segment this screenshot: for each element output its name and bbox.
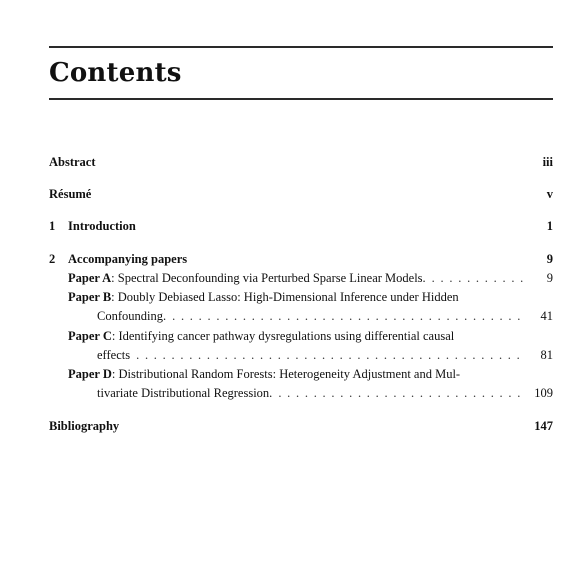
leader-dots [172, 307, 525, 326]
toc-entry-page: iii [542, 155, 553, 169]
paper-ref: Paper C [68, 329, 112, 343]
toc-entry-accompanying-papers[interactable] [49, 250, 553, 269]
paper-title: : Distributional Random Forests: Heterogeneity Adjustment and Mul- [111, 367, 461, 381]
bottom-rule [49, 98, 553, 100]
paper-ref: Paper D [68, 367, 112, 381]
toc-entry-page: 147 [534, 419, 553, 433]
toc-entry-label: Bibliography [49, 419, 120, 433]
toc-entry-number: 2 [49, 252, 56, 266]
toc-entry-label: Introduction [68, 219, 136, 233]
toc-entry-abstract[interactable] [49, 153, 553, 172]
toc-entry-label: Accompanying papers [68, 252, 188, 266]
toc-entry-page: 41 [540, 309, 553, 323]
toc-subentry-paper-c[interactable] [68, 327, 553, 365]
toc-entry-number: 1 [49, 219, 56, 233]
toc-entry-page: 109 [534, 386, 553, 400]
leader-dots [278, 384, 525, 403]
paper-title-continued: effects [97, 348, 131, 362]
toc-entry-page: 9 [546, 252, 553, 266]
toc-entry-page: 81 [540, 348, 553, 362]
toc-entry-label: Abstract [49, 155, 96, 169]
toc-entry-introduction[interactable] [49, 217, 553, 236]
toc-entry-page: 9 [546, 271, 553, 285]
paper-title-continued: Confounding. [97, 309, 167, 323]
toc-subentry-paper-b[interactable] [68, 288, 553, 326]
leader-dots [432, 269, 525, 288]
toc-entry-resume[interactable] [49, 185, 553, 204]
paper-title: : Identifying cancer pathway dysregulations using differential causal [111, 329, 455, 343]
paper-ref: Paper B [68, 290, 112, 304]
paper-title-continued: tivariate Distributional Regression. [97, 386, 273, 400]
paper-title: : Spectral Deconfounding via Perturbed Sparse Linear Models. [111, 271, 426, 285]
leader-dots [136, 346, 525, 365]
top-rule [49, 46, 553, 48]
toc-subentry-paper-a[interactable] [68, 269, 553, 288]
toc-entry-page: v [546, 187, 553, 201]
page-title: Contents [49, 58, 182, 88]
toc-entry-label: Résumé [49, 187, 92, 201]
toc-subentry-paper-d[interactable] [68, 365, 553, 403]
toc-entry-page: 1 [546, 219, 553, 233]
document-page [49, 0, 553, 585]
toc-entry-bibliography[interactable] [49, 417, 553, 436]
paper-title: : Doubly Debiased Lasso: High-Dimensional Inference under Hidden [111, 290, 459, 304]
paper-ref: Paper A [68, 271, 112, 285]
